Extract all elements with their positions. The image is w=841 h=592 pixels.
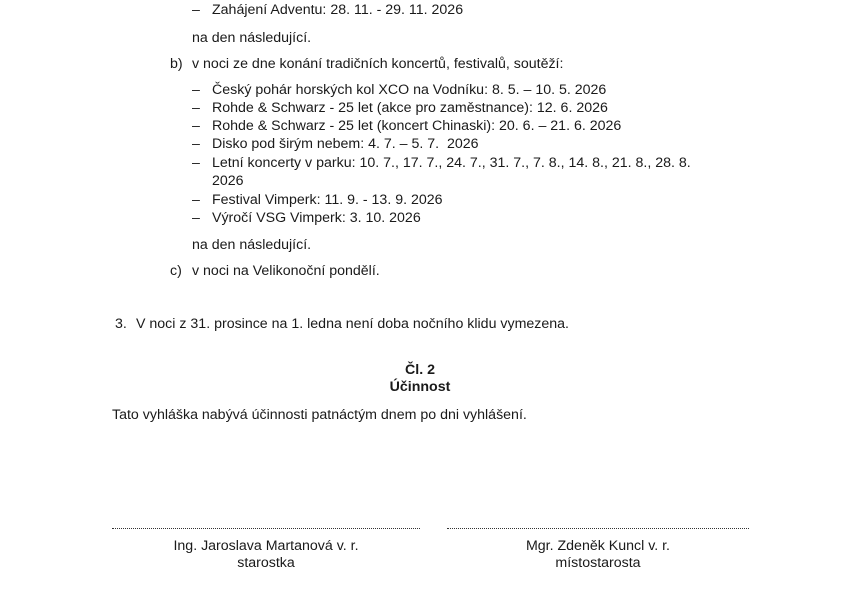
bullet-dash: – — [192, 136, 200, 152]
bullet-dash: – — [192, 100, 200, 116]
signatory-role-right: místostarosta — [555, 555, 641, 571]
bullet-dash: – — [192, 192, 200, 208]
bullet-dash: – — [192, 82, 200, 98]
article-number: Čl. 2 — [405, 362, 435, 378]
article-title: Účinnost — [389, 379, 451, 395]
list-item: Český pohár horských kol XCO na Vodníku: 8. 5. – 10. 5. 2026 — [212, 82, 607, 98]
section-b-label: b) — [170, 56, 183, 72]
following-day-note-a: na den následující. — [192, 30, 312, 46]
bullet-dash: – — [192, 2, 200, 18]
signature-line-right — [447, 528, 749, 529]
list-item: Rohde & Schwarz - 25 let (koncert Chinaski): 20. 6. – 21. 6. 2026 — [212, 118, 622, 134]
list-item: Výročí VSG Vimperk: 3. 10. 2026 — [212, 210, 421, 226]
article-text: Tato vyhláška nabývá účinnosti patnáctým dnem po dni vyhlášení. — [112, 407, 527, 423]
list-item: Disko pod širým nebem: 4. 7. – 5. 7. 2026 — [212, 136, 479, 152]
list-item-advent: Zahájení Adventu: 28. 11. - 29. 11. 2026 — [212, 2, 464, 18]
signatory-name-left: Ing. Jaroslava Martanová v. r. — [173, 538, 359, 554]
section-b-heading: v noci ze dne konání tradičních koncertů, festivalů, soutěží: — [192, 56, 564, 72]
signatory-role-left: starostka — [237, 555, 295, 571]
bullet-dash: – — [192, 118, 200, 134]
point-3-text: V noci z 31. prosince na 1. ledna není doba nočního klidu vymezena. — [136, 316, 570, 332]
list-item: Rohde & Schwarz - 25 let (akce pro zaměstnance): 12. 6. 2026 — [212, 100, 608, 116]
bullet-dash: – — [192, 155, 200, 171]
list-item: Letní koncerty v parku: 10. 7., 17. 7., 24. 7., 31. 7., 7. 8., 14. 8., 21. 8., 28. 8. — [212, 155, 691, 171]
bullet-dash: – — [192, 210, 200, 226]
point-3-number: 3. — [115, 316, 127, 332]
section-c-text: v noci na Velikonoční pondělí. — [192, 263, 380, 279]
following-day-note-b: na den následující. — [192, 237, 312, 253]
signature-line-left — [112, 528, 420, 529]
signatory-name-right: Mgr. Zdeněk Kuncl v. r. — [525, 538, 671, 554]
list-item-continuation: 2026 — [212, 173, 244, 189]
section-c-label: c) — [170, 263, 182, 279]
list-item: Festival Vimperk: 11. 9. - 13. 9. 2026 — [212, 192, 443, 208]
